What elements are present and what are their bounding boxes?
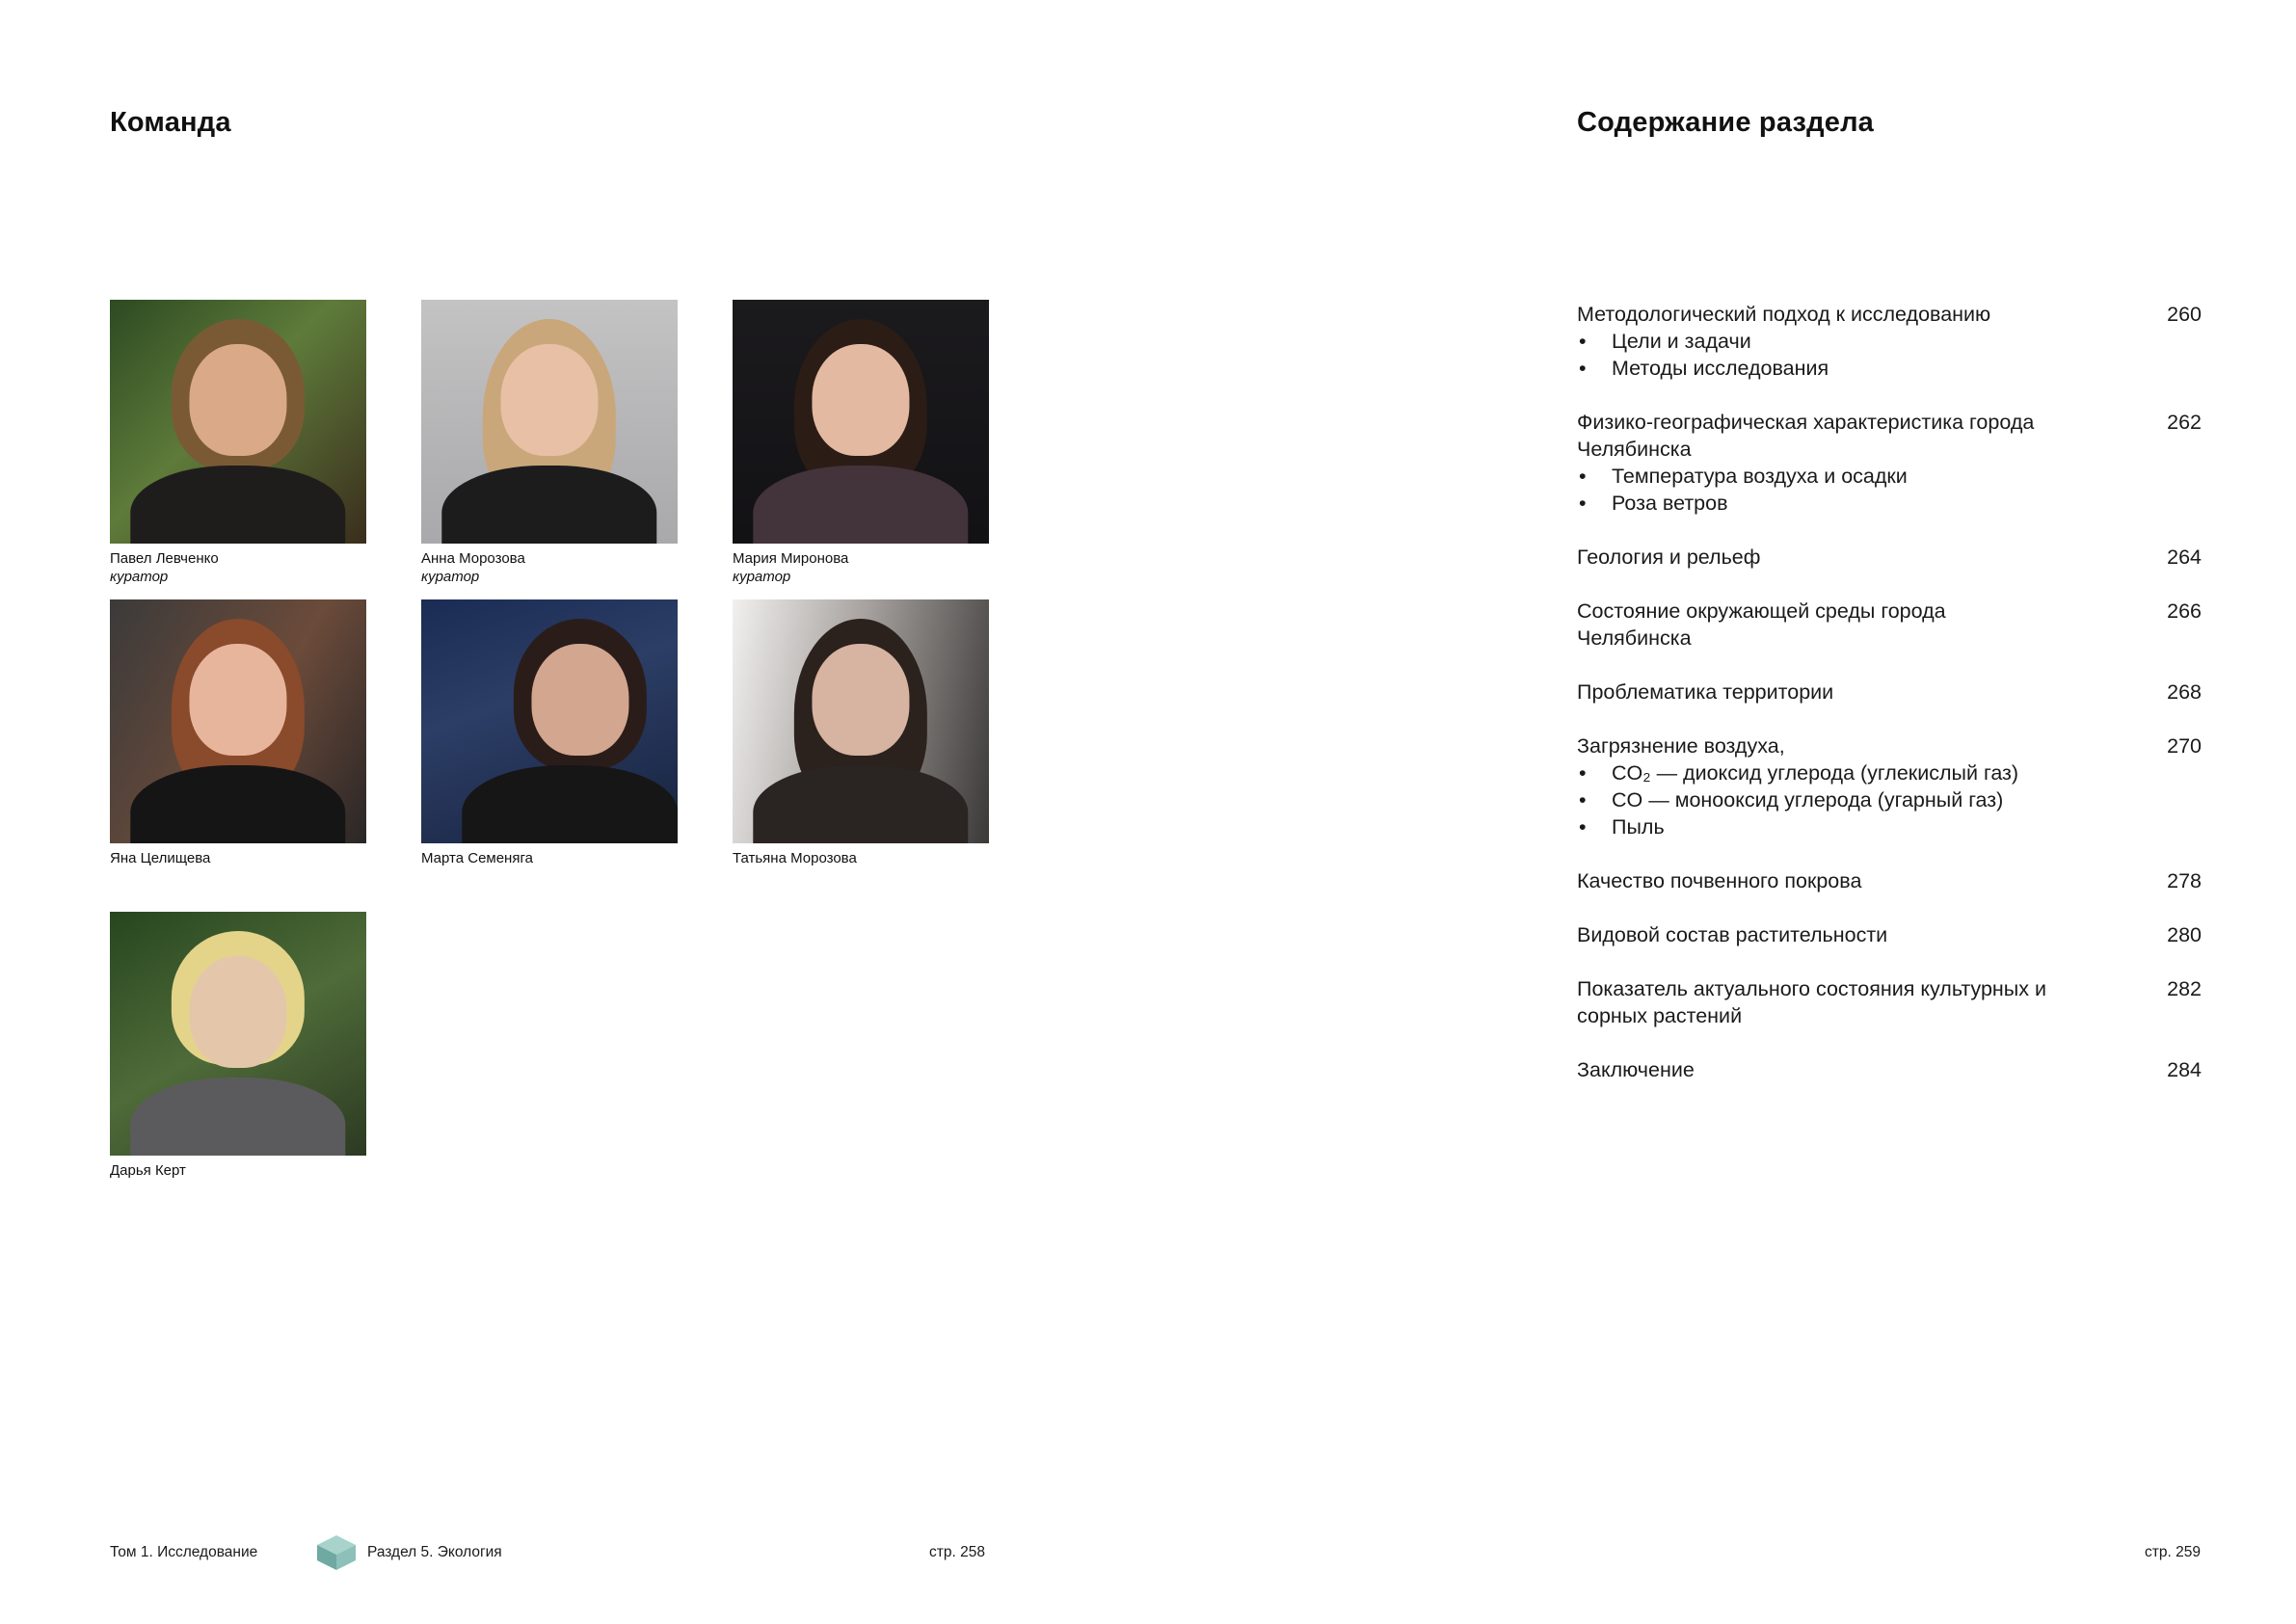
bullet-icon: • <box>1579 761 1587 785</box>
toc-entry[interactable] <box>1577 732 2202 840</box>
member-role: куратор <box>110 569 169 585</box>
toc-entry-title: Загрязнение воздуха, <box>1577 734 1785 758</box>
toc-subitems <box>1577 328 2202 382</box>
toc-subitem-label: CO — монооксид углерода (угарный газ) <box>1612 788 2004 812</box>
toc-entry-page: 282 <box>2167 977 2202 1000</box>
team-heading: Команда <box>110 107 231 138</box>
team-member <box>733 300 989 586</box>
toc-subitem <box>1577 813 2202 840</box>
toc-entry[interactable] <box>1577 301 2202 382</box>
footer-page-right: стр. 259 <box>2145 1544 2201 1560</box>
toc-entry-title: Проблематика территории <box>1577 680 1834 704</box>
member-name: Павел Левченко <box>110 550 219 567</box>
toc-entry-title: Показатель актуального состояния культурных и сорных растений <box>1577 977 2046 1027</box>
toc-subitems <box>1577 759 2202 840</box>
bullet-icon: • <box>1579 357 1587 380</box>
toc-subitem-label: CO₂ — диоксид углерода (углекислый газ) <box>1612 761 2019 785</box>
member-photo <box>110 912 366 1156</box>
team-member <box>733 599 989 867</box>
footer-page-left: стр. 258 <box>929 1544 985 1560</box>
toc-entry[interactable] <box>1577 544 2202 571</box>
toc-entry-page: 278 <box>2167 869 2202 892</box>
bullet-icon: • <box>1579 788 1587 812</box>
toc-entry[interactable] <box>1577 409 2202 517</box>
toc-entry-page: 264 <box>2167 546 2202 569</box>
toc-subitem <box>1577 786 2202 813</box>
bullet-icon: • <box>1579 465 1587 488</box>
member-role: куратор <box>421 569 480 585</box>
team-member <box>421 599 678 867</box>
toc-subitems <box>1577 463 2202 517</box>
toc-entry[interactable] <box>1577 975 2202 1029</box>
team-member <box>421 300 678 586</box>
toc-subitem-label: Методы исследования <box>1612 357 1829 380</box>
toc-entry[interactable] <box>1577 679 2202 706</box>
member-photo <box>110 300 366 544</box>
toc-entry-page: 262 <box>2167 411 2202 434</box>
team-member <box>110 912 366 1180</box>
team-member <box>110 599 366 867</box>
bullet-icon: • <box>1579 330 1587 353</box>
member-name: Яна Целищева <box>110 850 211 866</box>
bullet-icon: • <box>1579 492 1587 515</box>
footer-section: Раздел 5. Экология <box>367 1544 502 1560</box>
member-name: Дарья Керт <box>110 1162 186 1179</box>
toc-entry-title: Заключение <box>1577 1058 1695 1081</box>
toc-entry[interactable] <box>1577 867 2202 894</box>
toc-entry-page: 266 <box>2167 599 2202 623</box>
member-name: Татьяна Морозова <box>733 850 857 866</box>
toc-entry[interactable] <box>1577 1056 2202 1083</box>
toc-subitem-label: Температура воздуха и осадки <box>1612 465 1908 488</box>
toc-subitem-label: Пыль <box>1612 815 1665 839</box>
member-photo <box>733 300 989 544</box>
member-photo <box>421 599 678 843</box>
toc-subitem <box>1577 490 2202 517</box>
toc-entry-title: Методологический подход к исследованию <box>1577 303 1991 326</box>
toc-subitem <box>1577 759 2202 786</box>
toc-subitem-label: Цели и задачи <box>1612 330 1751 353</box>
toc-entry-title: Качество почвенного покрова <box>1577 869 1862 892</box>
member-name: Мария Миронова <box>733 550 849 567</box>
toc-entry-page: 260 <box>2167 303 2202 326</box>
section-cube-icon <box>315 1533 358 1572</box>
toc-entry-page: 280 <box>2167 923 2202 946</box>
bullet-icon: • <box>1579 815 1587 839</box>
member-name: Анна Морозова <box>421 550 525 567</box>
toc-entry[interactable] <box>1577 921 2202 948</box>
footer-volume: Том 1. Исследование <box>110 1544 258 1560</box>
toc-entry-title: Физико-географическая характеристика города Челябинска <box>1577 411 2035 461</box>
member-role: куратор <box>733 569 791 585</box>
toc-entry-title: Геология и рельеф <box>1577 546 1761 569</box>
team-member <box>110 300 366 586</box>
toc-entry-page: 268 <box>2167 680 2202 704</box>
member-photo <box>110 599 366 843</box>
toc-subitem <box>1577 328 2202 355</box>
toc-heading: Содержание раздела <box>1577 107 1875 138</box>
member-photo <box>421 300 678 544</box>
toc-subitem <box>1577 463 2202 490</box>
member-photo <box>733 599 989 843</box>
table-of-contents <box>1577 301 2202 1110</box>
toc-entry-title: Видовой состав растительности <box>1577 923 1888 946</box>
toc-entry[interactable] <box>1577 598 2202 652</box>
toc-entry-page: 270 <box>2167 734 2202 758</box>
toc-entry-page: 284 <box>2167 1058 2202 1081</box>
member-name: Марта Семеняга <box>421 850 533 866</box>
toc-subitem <box>1577 355 2202 382</box>
toc-entry-title: Состояние окружающей среды города Челябинска <box>1577 599 1946 650</box>
toc-subitem-label: Роза ветров <box>1612 492 1728 515</box>
